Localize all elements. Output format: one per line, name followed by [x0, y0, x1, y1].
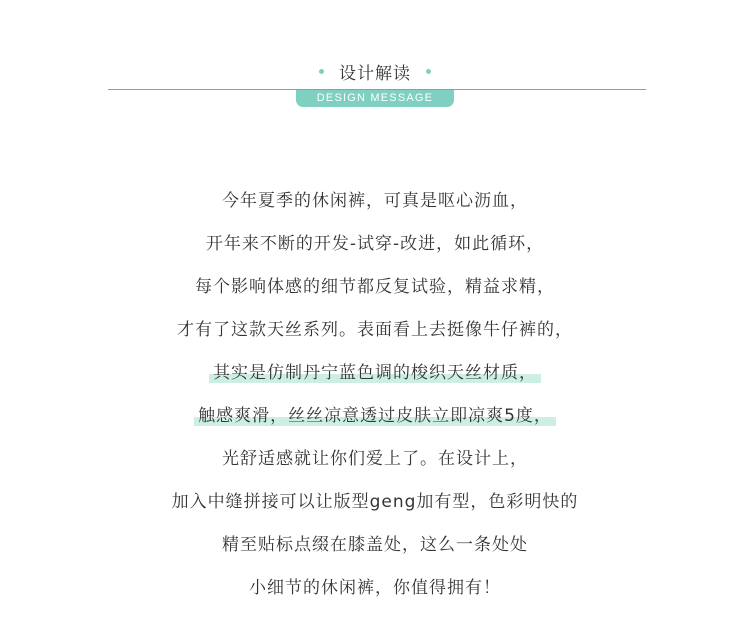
description-line-3: [0, 266, 750, 309]
description-line-8: [0, 481, 750, 524]
description-line-6: [0, 395, 750, 438]
description-line-10: [0, 567, 750, 610]
right-dot-icon: [426, 69, 431, 74]
description-line-text: 小细节的休闲裤，你值得拥有！: [249, 578, 501, 598]
left-dot-icon: [319, 69, 324, 74]
description-line-7: [0, 438, 750, 481]
description-line-text: 每个影响体感的细节都反复试验，精益求精，: [195, 277, 555, 297]
description-line-text: 开年来不断的开发-试穿-改进，如此循环，: [205, 234, 545, 254]
description-line-9: [0, 524, 750, 567]
section-title: 设计解读: [339, 63, 411, 84]
description-line-4: [0, 309, 750, 352]
description-line-text: 才有了这款天丝系列。表面看上去挺像牛仔裤的，: [177, 320, 573, 340]
description-text: [0, 180, 750, 610]
description-line-2: [0, 223, 750, 266]
description-line-text: 精至贴标点缀在膝盖处，这么一条处处: [222, 535, 528, 555]
highlighted-text: 其实是仿制丹宁蓝色调的梭织天丝材质，: [209, 363, 541, 383]
description-line-text: 光舒适感就让你们爱上了。在设计上，: [222, 449, 528, 469]
description-line-text: 加入中缝拼接可以让版型geng加有型，色彩明快的: [171, 492, 579, 512]
description-line-5: [0, 352, 750, 395]
highlighted-text: 触感爽滑，丝丝凉意透过皮肤立即凉爽5度，: [194, 406, 556, 426]
description-line-text: 今年夏季的休闲裤，可真是呕心沥血，: [222, 191, 528, 211]
description-line-1: [0, 180, 750, 223]
design-message-tag: DESIGN MESSAGE: [296, 90, 454, 107]
section-header: [0, 56, 750, 86]
